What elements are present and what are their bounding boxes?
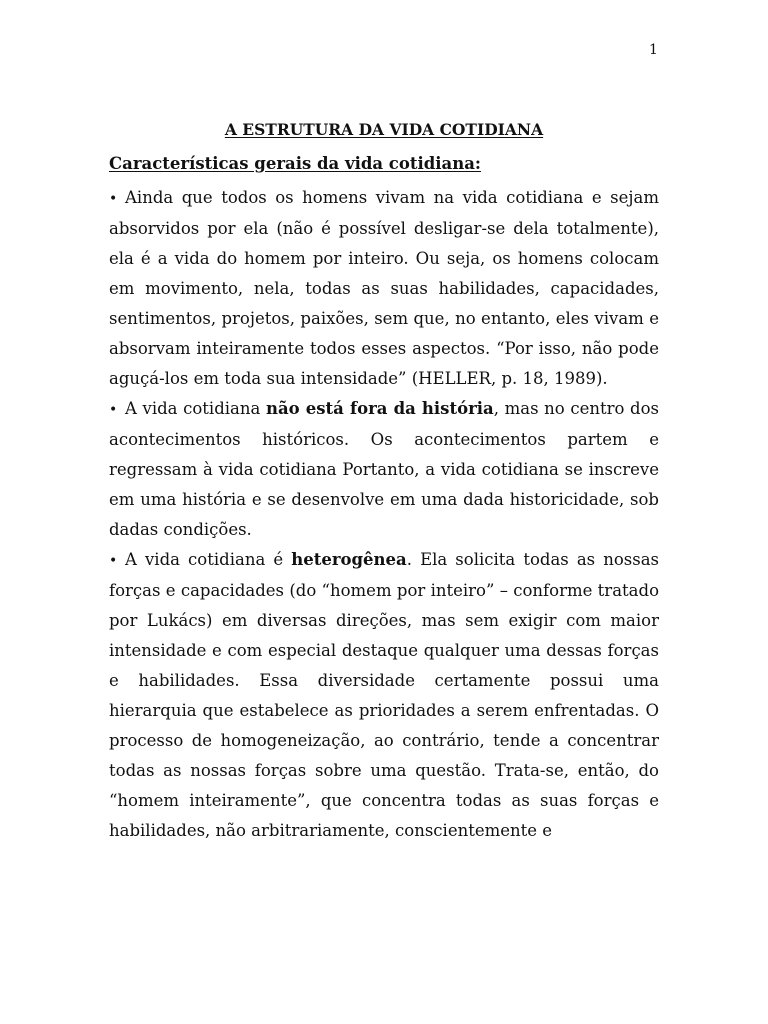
paragraph-text-before: A vida cotidiana bbox=[125, 399, 266, 418]
bullet-icon: • bbox=[109, 553, 118, 569]
paragraph-2 bbox=[109, 394, 659, 545]
paragraph-1 bbox=[109, 183, 659, 394]
emphasized-phrase: heterogênea bbox=[291, 550, 407, 569]
paragraph-text: Ainda que todos os homens vivam na vida cotidiana e sejam absorvidos por ela (não é possível desligar-se dela totalmente), ela é a vida do homem por inteiro. Ou seja, os homens colocam em movimento, nela, todas as suas habilidades, capacidades, sentimentos, projetos, paixões, sem que, no entanto, eles vivam e absorvam inteiramente todos esses aspectos. “Por isso, não pode aguçá-los em toda sua intensidade” (HELLER, p. 18, 1989). bbox=[109, 188, 659, 388]
paragraph-3 bbox=[109, 545, 659, 846]
paragraph-text-before: A vida cotidiana é bbox=[125, 550, 292, 569]
bullet-icon: • bbox=[109, 402, 118, 418]
paragraph-text-after: , mas no centro dos acontecimentos históricos. Os acontecimentos partem e regressam à vida cotidiana Portanto, a vida cotidiana se inscreve em uma história e se desenvolve em uma dada historicidade, sob dadas condições. bbox=[109, 399, 659, 539]
bullet-icon: • bbox=[109, 191, 118, 207]
emphasized-phrase: não está fora da história bbox=[265, 399, 494, 418]
paragraph-text-after: . Ela solicita todas as nossas forças e capacidades (do “homem por inteiro” – conforme tratado por Lukács) em diversas direções, mas sem exigir com maior intensidade e com especial destaque qualquer uma dessas forças e habilidades. Essa diversidade certamente possui uma hierarquia que estabelece as prioridades a serem enfrentadas. O processo de homogeneização, ao contrário, tende a concentrar todas as nossas forças sobre uma questão. Trata-se, então, do “homem inteiramente”, que concentra todas as suas forças e habilidades, não arbitrariamente, conscientemente e bbox=[109, 550, 659, 840]
document-body bbox=[109, 183, 659, 846]
document-title: A ESTRUTURA DA VIDA COTIDIANA bbox=[224, 120, 544, 139]
page-number: 1 bbox=[649, 42, 658, 58]
section-heading: Características gerais da vida cotidiana: bbox=[109, 154, 482, 173]
